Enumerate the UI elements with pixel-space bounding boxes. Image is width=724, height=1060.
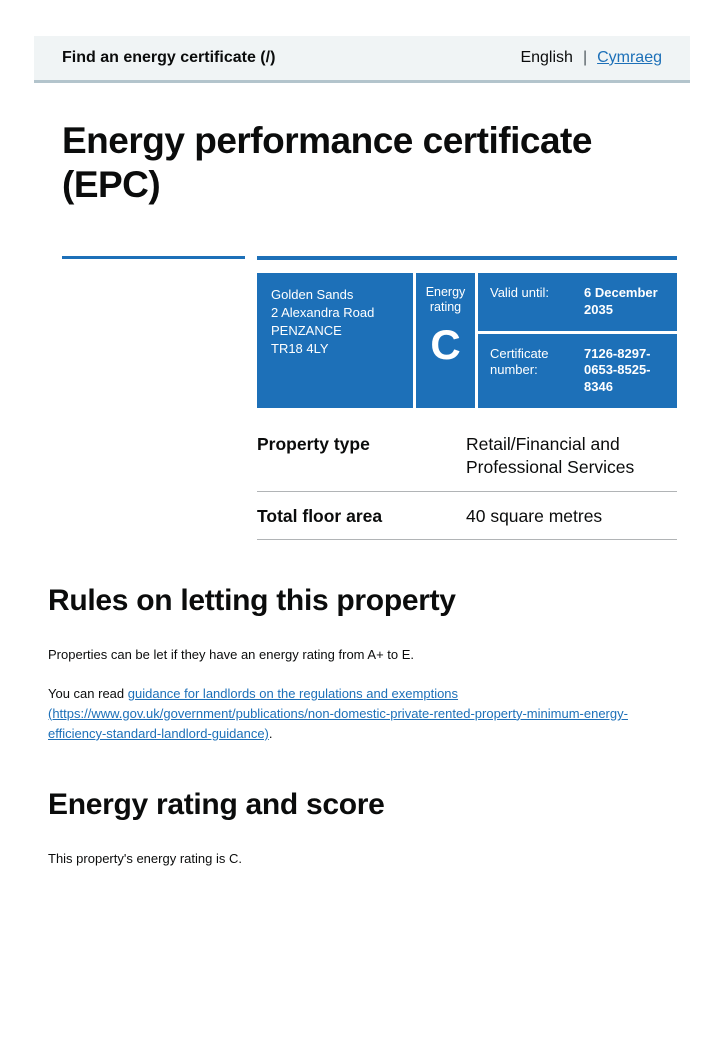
summary-right-column [257, 256, 677, 408]
table-row-property-type [257, 420, 677, 492]
certificate-number-cell [478, 334, 677, 409]
property-type-value: Retail/Financial and Professional Services [466, 434, 635, 477]
rating-paragraph: This property's energy rating is C. [48, 851, 242, 867]
guidance-link-prefix: You can read [48, 685, 128, 701]
language-switcher [520, 49, 662, 67]
page-title: Energy performance certificate (EPC) [62, 120, 592, 206]
rating-section-heading: Energy rating and score [48, 788, 385, 822]
valid-until-value: 6 December 2035 [584, 284, 658, 317]
property-details-table [257, 420, 677, 540]
address-line-4: TR18 4LY [271, 340, 329, 356]
rules-section-heading: Rules on letting this property [48, 584, 456, 618]
service-href-text: (/) [260, 49, 276, 66]
guidance-link-suffix: . [268, 725, 273, 741]
language-separator: | [582, 49, 588, 66]
energy-rating-panel [416, 273, 475, 408]
guidance-link-paragraph [48, 684, 664, 744]
landlord-guidance-link[interactable]: guidance for landlords on the regulations and exemptions (https://www.gov.uk/government/publications/non-domestic-private-rented-property-minimum-energy-efficiency-standard-landlord-guidance) [48, 685, 628, 741]
address-line-3: PENZANCE [271, 322, 342, 338]
certificate-number-value: 7126-8297-0653-8525-8346 [584, 345, 651, 395]
summary-left-column [62, 256, 245, 266]
site-header [34, 36, 690, 83]
service-name-link[interactable] [62, 49, 275, 67]
language-link-cymraeg[interactable]: Cymraeg [597, 49, 662, 66]
property-address [257, 273, 413, 408]
floor-area-label: Total floor area [257, 505, 383, 526]
valid-until-cell [478, 273, 677, 331]
address-line-2: 2 Alexandra Road [271, 304, 375, 320]
energy-rating-letter: C [430, 321, 461, 369]
certificate-banner [257, 273, 677, 408]
valid-until-label: Valid until: [490, 284, 550, 300]
table-row-floor-area [257, 492, 677, 541]
address-line-1: Golden Sands [271, 286, 354, 302]
certificate-summary [62, 256, 677, 408]
certificate-number-label: Certificate number: [490, 345, 549, 378]
language-current: English [520, 49, 573, 66]
service-name-text: Find an energy certificate [62, 49, 256, 66]
property-type-label: Property type [257, 434, 370, 455]
energy-rating-label: Energy rating [425, 284, 466, 315]
certificate-meta [478, 273, 677, 408]
floor-area-value: 40 square metres [466, 505, 603, 526]
rules-paragraph: Properties can be let if they have an energy rating from A+ to E. [48, 647, 415, 663]
